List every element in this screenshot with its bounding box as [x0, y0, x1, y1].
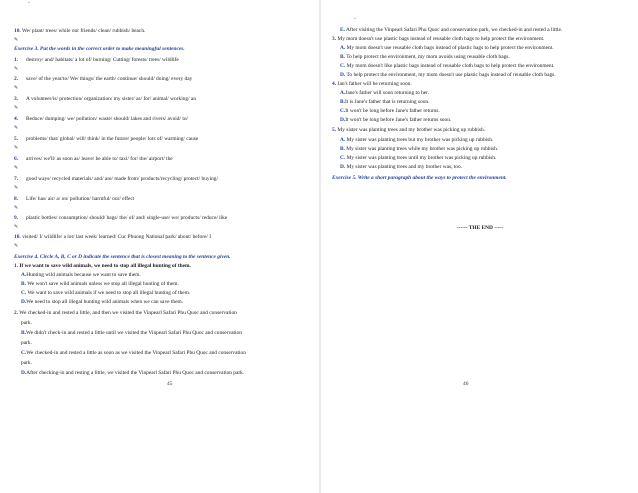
pencil-icon: ✎ [14, 125, 19, 131]
question-1-stem: 1. If we want to save wild animals, we need to stop all illegal hunting of them. [14, 263, 191, 269]
page-number: 45 [167, 381, 173, 387]
answer-option: B.We didn't check-in and rested a little until we visited the Vinpearl Safari Phu Quoc and conservation [21, 330, 242, 336]
answer-option-cont: park. [21, 360, 32, 366]
answer-option: C. My sister was planting trees until my brother was picking up rubbish. [340, 155, 497, 161]
pencil-icon: ✎ [14, 66, 19, 72]
answer-option: A.Hunting wild animals because we want to save them. [21, 272, 141, 278]
pencil-icon: ✎ [14, 145, 19, 151]
exercise-5-heading: Exercise 5. Write a short paragraph about the ways to protect the environment. [332, 175, 507, 181]
answer-option: B. My sister was planting trees while my brother was picking up rubbish. [340, 146, 499, 152]
ex3-item: 6. arrives/ we'll/ as soon as/ leave/ be able to/ taxi/ for/ the/ airport/ the [14, 156, 173, 162]
ex3-item: 10. visited/ I/ wildlife/ a lot/ last week/ learned/ Cuc Phuong National park/ about/ before/ I [14, 234, 212, 240]
answer-option: A. My sister was planting trees but my brother was picking up rubbish. [340, 137, 494, 143]
ex3-item: 7. good ways/ recycled materials/ and/ are/ made from/ products/recycling/ protect/ buying/ [14, 176, 218, 182]
ex3-item: 5. problems/ that/ global/ will/ think/ in the future/ people/ lots of/ warming/ cause [14, 136, 199, 142]
ex3-item: 4. Reduce/ dumping/ we/ pollution/ waste/ should/ lakes and rivers/ avoid/ to/ [14, 116, 189, 122]
pencil-icon: ✎ [14, 105, 19, 111]
answer-option: A. My mom doesn't use reusable cloth bags instead of plastic bags to help protect the environment. [340, 45, 554, 51]
ex3-item: 8. Life/ has/ air/ a/ on/ pollution/ harmful/ our/ effect [14, 196, 135, 202]
ex3-item: 9. plastic bottles/ consumption/ should/ bags/ the/ of/ and/ single-use/ we/ products/ reduce/ like [14, 215, 228, 221]
top-mark: - [354, 16, 356, 22]
answer-option: C.We checked-in and rested a little as soon as we visited the Vinpearl Safari Phu Quoc and conservation [21, 350, 246, 356]
answer-option: D.We need to stop all illegal hunting wild animals when we can save them. [21, 299, 184, 305]
pencil-icon: ✎ [14, 165, 19, 171]
answer-option: C.It won't be long before Jane's father returns. [340, 108, 440, 114]
question-4-stem: 4. Jan's father will be returning soon. [332, 81, 412, 87]
answer-option: E. After visiting the Vinpearl Safari Phu Quoc and conservation park, we checked-in and rested a little. [340, 27, 563, 33]
right-page [322, 0, 638, 493]
exercise-4-heading: Exercise 4. Circle A, B, C or D indicate the sentence that is closest meaning to the sentence given. [14, 254, 231, 260]
ex3-item: 3. A volunteer/is/ protection/ organization/ my sister/ as/ for/ animal/ working/ an [14, 96, 197, 102]
pencil-icon: ✎ [14, 185, 19, 191]
pencil-icon: ✎ [14, 243, 19, 249]
pencil-icon: ✎ [14, 205, 19, 211]
question-5-stem: 5. My sister was planting trees and my brother was picking up rubbish. [332, 127, 486, 133]
exercise-3-heading: Exercise 3. Put the words in the correct order to make meaningful sentences. [14, 46, 185, 52]
answer-option: B. We won't save wild animals unless we stop all illegal hunting of them. [21, 281, 179, 287]
question-2-stem-cont: park. [21, 320, 32, 326]
top-mark: - [28, 0, 30, 6]
ex3-item-10-prev: 10. We/ plant/ trees/ while our friends/ clean/ rubbish/ beach. [14, 28, 146, 34]
answer-option: D.After checking-in and resting a little, we visited the Vinpearl Safari Phu Quoc and conservation park. [21, 370, 245, 376]
answer-option: C. My mom doesn't like plastic bags instead of reusable cloth bags to help protect the environment. [340, 63, 555, 69]
page-number: 46 [463, 381, 469, 387]
pencil-icon: ✎ [14, 224, 19, 230]
pencil-icon: ✎ [14, 85, 19, 91]
answer-option: C. We want to save wild animals if we need to stop all illegal hunting of them. [21, 290, 191, 296]
answer-option: B. To help protect the environment, my mom avoids using reusable cloth bags. [340, 54, 510, 60]
question-3-stem: 3. My mom doesn't use plastic bags instead of reusable cloth bags to help protect the environment. [332, 36, 545, 42]
pencil-icon: ✎ [14, 37, 19, 43]
answer-option: D. My sister was planting trees and my brother was, too. [340, 164, 463, 170]
answer-option-cont: park. [21, 340, 32, 346]
question-2-stem: 2. We checked-in and rested a little, and then we visited the Vinpearl Safari Phu Quoc and conservation [14, 310, 237, 316]
ex3-item: 2. save/ of the year/to/ We/ things/ the earth/ continue/ should/ doing/ every day [14, 76, 193, 82]
answer-option: D.It won't be long before Jane's father returns soon. [340, 117, 452, 123]
the-end-label: ------ THE END ----- [456, 225, 504, 231]
answer-option: A.Jane's father will soon returning to her. [340, 90, 430, 96]
ex3-item: 1. destroy/ and/ habitats/ a lot of/ burning/ Cutting/ forests/ trees/ wildlife [14, 57, 179, 63]
answer-option: D. To help protect the environment, my mom doesn't use plastic bags instead of reusable cloth bags. [340, 72, 556, 78]
answer-option: B.It is Jane's father that is returning soon. [340, 99, 430, 105]
